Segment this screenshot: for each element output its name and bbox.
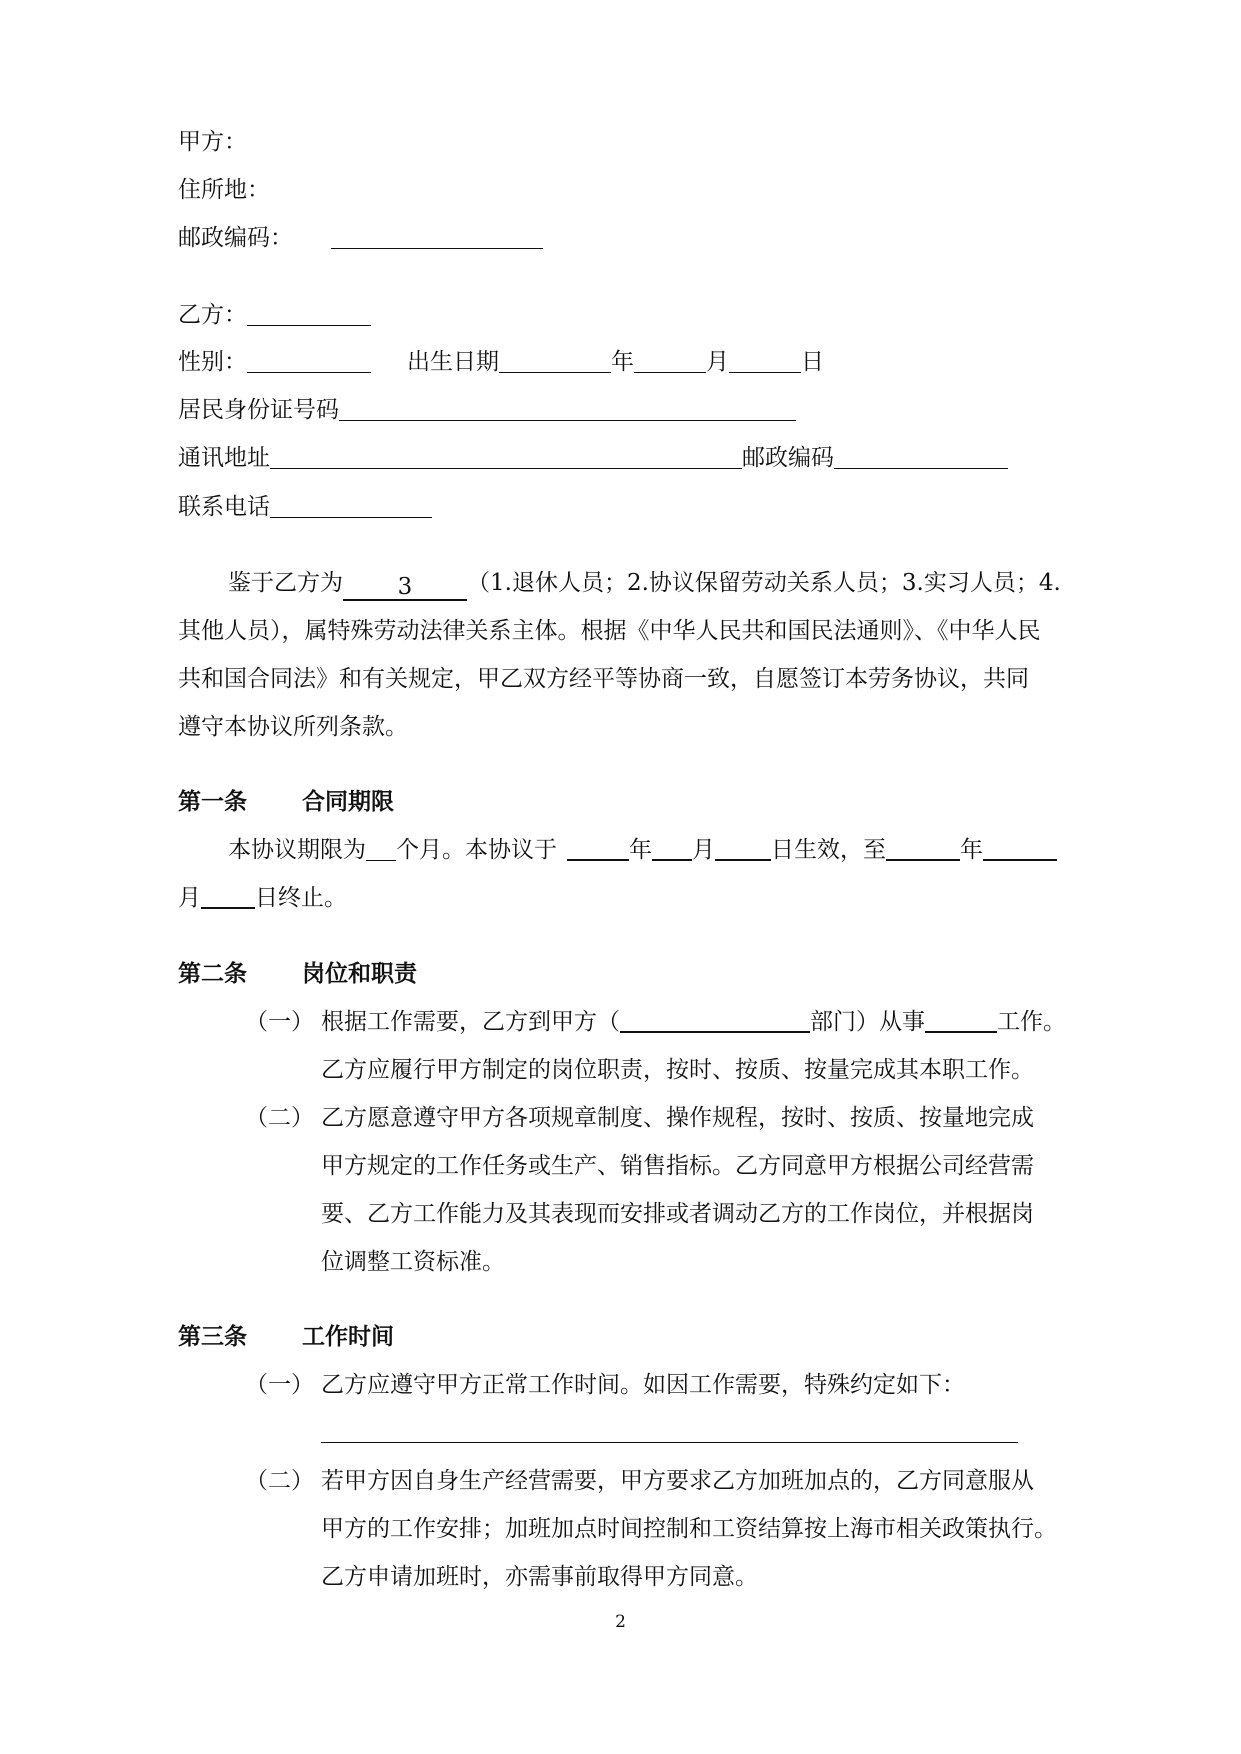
birth-date-label: 出生日期 (407, 349, 499, 375)
job-field[interactable] (925, 1007, 997, 1033)
item1-text-c: 工作。 (997, 1009, 1066, 1035)
birth-month-unit: 月 (706, 349, 729, 375)
article-2-heading (178, 959, 417, 989)
term-text-end: 日终止。 (255, 885, 347, 911)
end-month-unit: 月 (178, 885, 201, 911)
article-3-item-2-line-2: 甲方的工作安排；加班加点时间控制和工资结算按上海市相关政策执行。 (321, 1516, 1057, 1542)
party-b-label: 乙方： (178, 302, 247, 328)
article-3-item-2-line-3: 乙方申请加班时，亦需事前取得甲方同意。 (321, 1564, 758, 1590)
party-a-postcode-label: 邮政编码： (178, 225, 293, 251)
term-months-field[interactable] (366, 836, 396, 861)
term-text-effective: 日生效，至 (771, 837, 886, 863)
birth-day-unit: 日 (801, 349, 824, 375)
preamble-line-3: 共和国合同法》和有关规定，甲乙双方经平等协商一致，自愿签订本劳务协议，共同 (178, 666, 1029, 692)
start-month-field[interactable] (652, 835, 692, 861)
term-text-a: 本协议期限为 (228, 837, 366, 863)
page-number: 2 (615, 1612, 626, 1632)
contact-address-label: 通讯地址 (178, 445, 270, 471)
gender-field[interactable] (247, 348, 371, 373)
preamble-line-4: 遵守本协议所列条款。 (178, 714, 408, 740)
article-3-item-1-text: 乙方应遵守甲方正常工作时间。如因工作需要，特殊约定如下： (321, 1372, 965, 1398)
article-3-item-2-line-1: 若甲方因自身生产经营需要，甲方要求乙方加班加点的，乙方同意服从 (321, 1468, 1034, 1494)
article-2-item-2-line-3: 要、乙方工作能力及其表现而安排或者调动乙方的工作岗位，并根据岗 (321, 1201, 1034, 1227)
party-a-address-label: 住所地： (178, 177, 270, 203)
party-b-row (178, 300, 371, 330)
end-year-field[interactable] (886, 835, 960, 861)
phone-row (178, 492, 432, 522)
birth-year-unit: 年 (611, 349, 634, 375)
id-number-row (178, 395, 796, 425)
item1-text-b: 部门）从事 (810, 1009, 925, 1035)
article-1-line-1 (228, 835, 1057, 865)
end-month-field[interactable] (983, 835, 1057, 861)
article-1-title: 合同期限 (302, 788, 394, 815)
article-2-number: 第二条 (178, 960, 247, 987)
end-year-unit: 年 (960, 837, 983, 863)
article-2-item-2-line-4: 位调整工资标准。 (321, 1249, 505, 1275)
contact-address-row (178, 443, 1008, 473)
preamble-line1-rest: （1.退休人员；2.协议保留劳动关系人员；3.实习人员；4. (467, 570, 1061, 596)
birth-day-field[interactable] (729, 348, 801, 373)
birth-year-field[interactable] (499, 348, 611, 373)
article-3-title: 工作时间 (302, 1323, 394, 1350)
special-terms-field[interactable] (321, 1442, 1018, 1443)
party-b-gender-row (178, 347, 824, 377)
item1-text-a: 根据工作需要，乙方到甲方（ (321, 1009, 620, 1035)
article-2-item-1-line-1 (321, 1007, 1066, 1037)
party-b-postcode-label: 邮政编码 (742, 445, 834, 471)
article-1-heading (178, 787, 394, 817)
id-number-field[interactable] (339, 396, 796, 421)
end-day-field[interactable] (201, 883, 255, 909)
article-1-line-2 (178, 883, 347, 913)
article-2-item-1-label: （一） (245, 1009, 314, 1035)
phone-label: 联系电话 (178, 494, 270, 520)
gender-label: 性别： (178, 349, 247, 375)
contact-address-field[interactable] (270, 444, 742, 469)
phone-field[interactable] (270, 493, 432, 518)
term-text-b: 个月。本协议于 (396, 837, 557, 863)
personnel-type-field[interactable]: 3 (343, 575, 467, 601)
article-2-item-1-line-2: 乙方应履行甲方制定的岗位职责，按时、按质、按量完成其本职工作。 (321, 1057, 1034, 1083)
article-2-item-2-line-2: 甲方规定的工作任务或生产、销售指标。乙方同意甲方根据公司经营需 (321, 1153, 1034, 1179)
birth-month-field[interactable] (634, 348, 706, 373)
article-3-heading (178, 1322, 394, 1352)
article-2-item-2-line-1: 乙方愿意遵守甲方各项规章制度、操作规程，按时、按质、按量地完成 (321, 1105, 1034, 1131)
department-field[interactable] (620, 1007, 810, 1033)
article-2-item-2-label: （二） (245, 1105, 314, 1131)
article-1-number: 第一条 (178, 788, 247, 815)
start-year-unit: 年 (629, 837, 652, 863)
party-a-label: 甲方： (178, 129, 247, 155)
article-3-item-2-label: （二） (245, 1468, 314, 1494)
start-month-unit: 月 (692, 837, 715, 863)
preamble-line-2: 其他人员），属特殊劳动法律关系主体。根据《中华人民共和国民法通则》、《中华人民 (178, 618, 1041, 644)
start-year-field[interactable] (567, 835, 629, 861)
party-a-postcode-row (178, 223, 543, 253)
article-3-item-1-label: （一） (245, 1372, 314, 1398)
start-day-field[interactable] (715, 835, 771, 861)
preamble-intro: 鉴于乙方为 (228, 570, 343, 596)
party-b-name-field[interactable] (247, 301, 371, 326)
preamble-line-1 (228, 568, 1061, 598)
article-2-title: 岗位和职责 (302, 960, 417, 987)
article-3-number: 第三条 (178, 1323, 247, 1350)
id-number-label: 居民身份证号码 (178, 397, 339, 423)
party-b-postcode-field[interactable] (834, 444, 1008, 469)
party-a-postcode-field[interactable] (331, 224, 543, 249)
